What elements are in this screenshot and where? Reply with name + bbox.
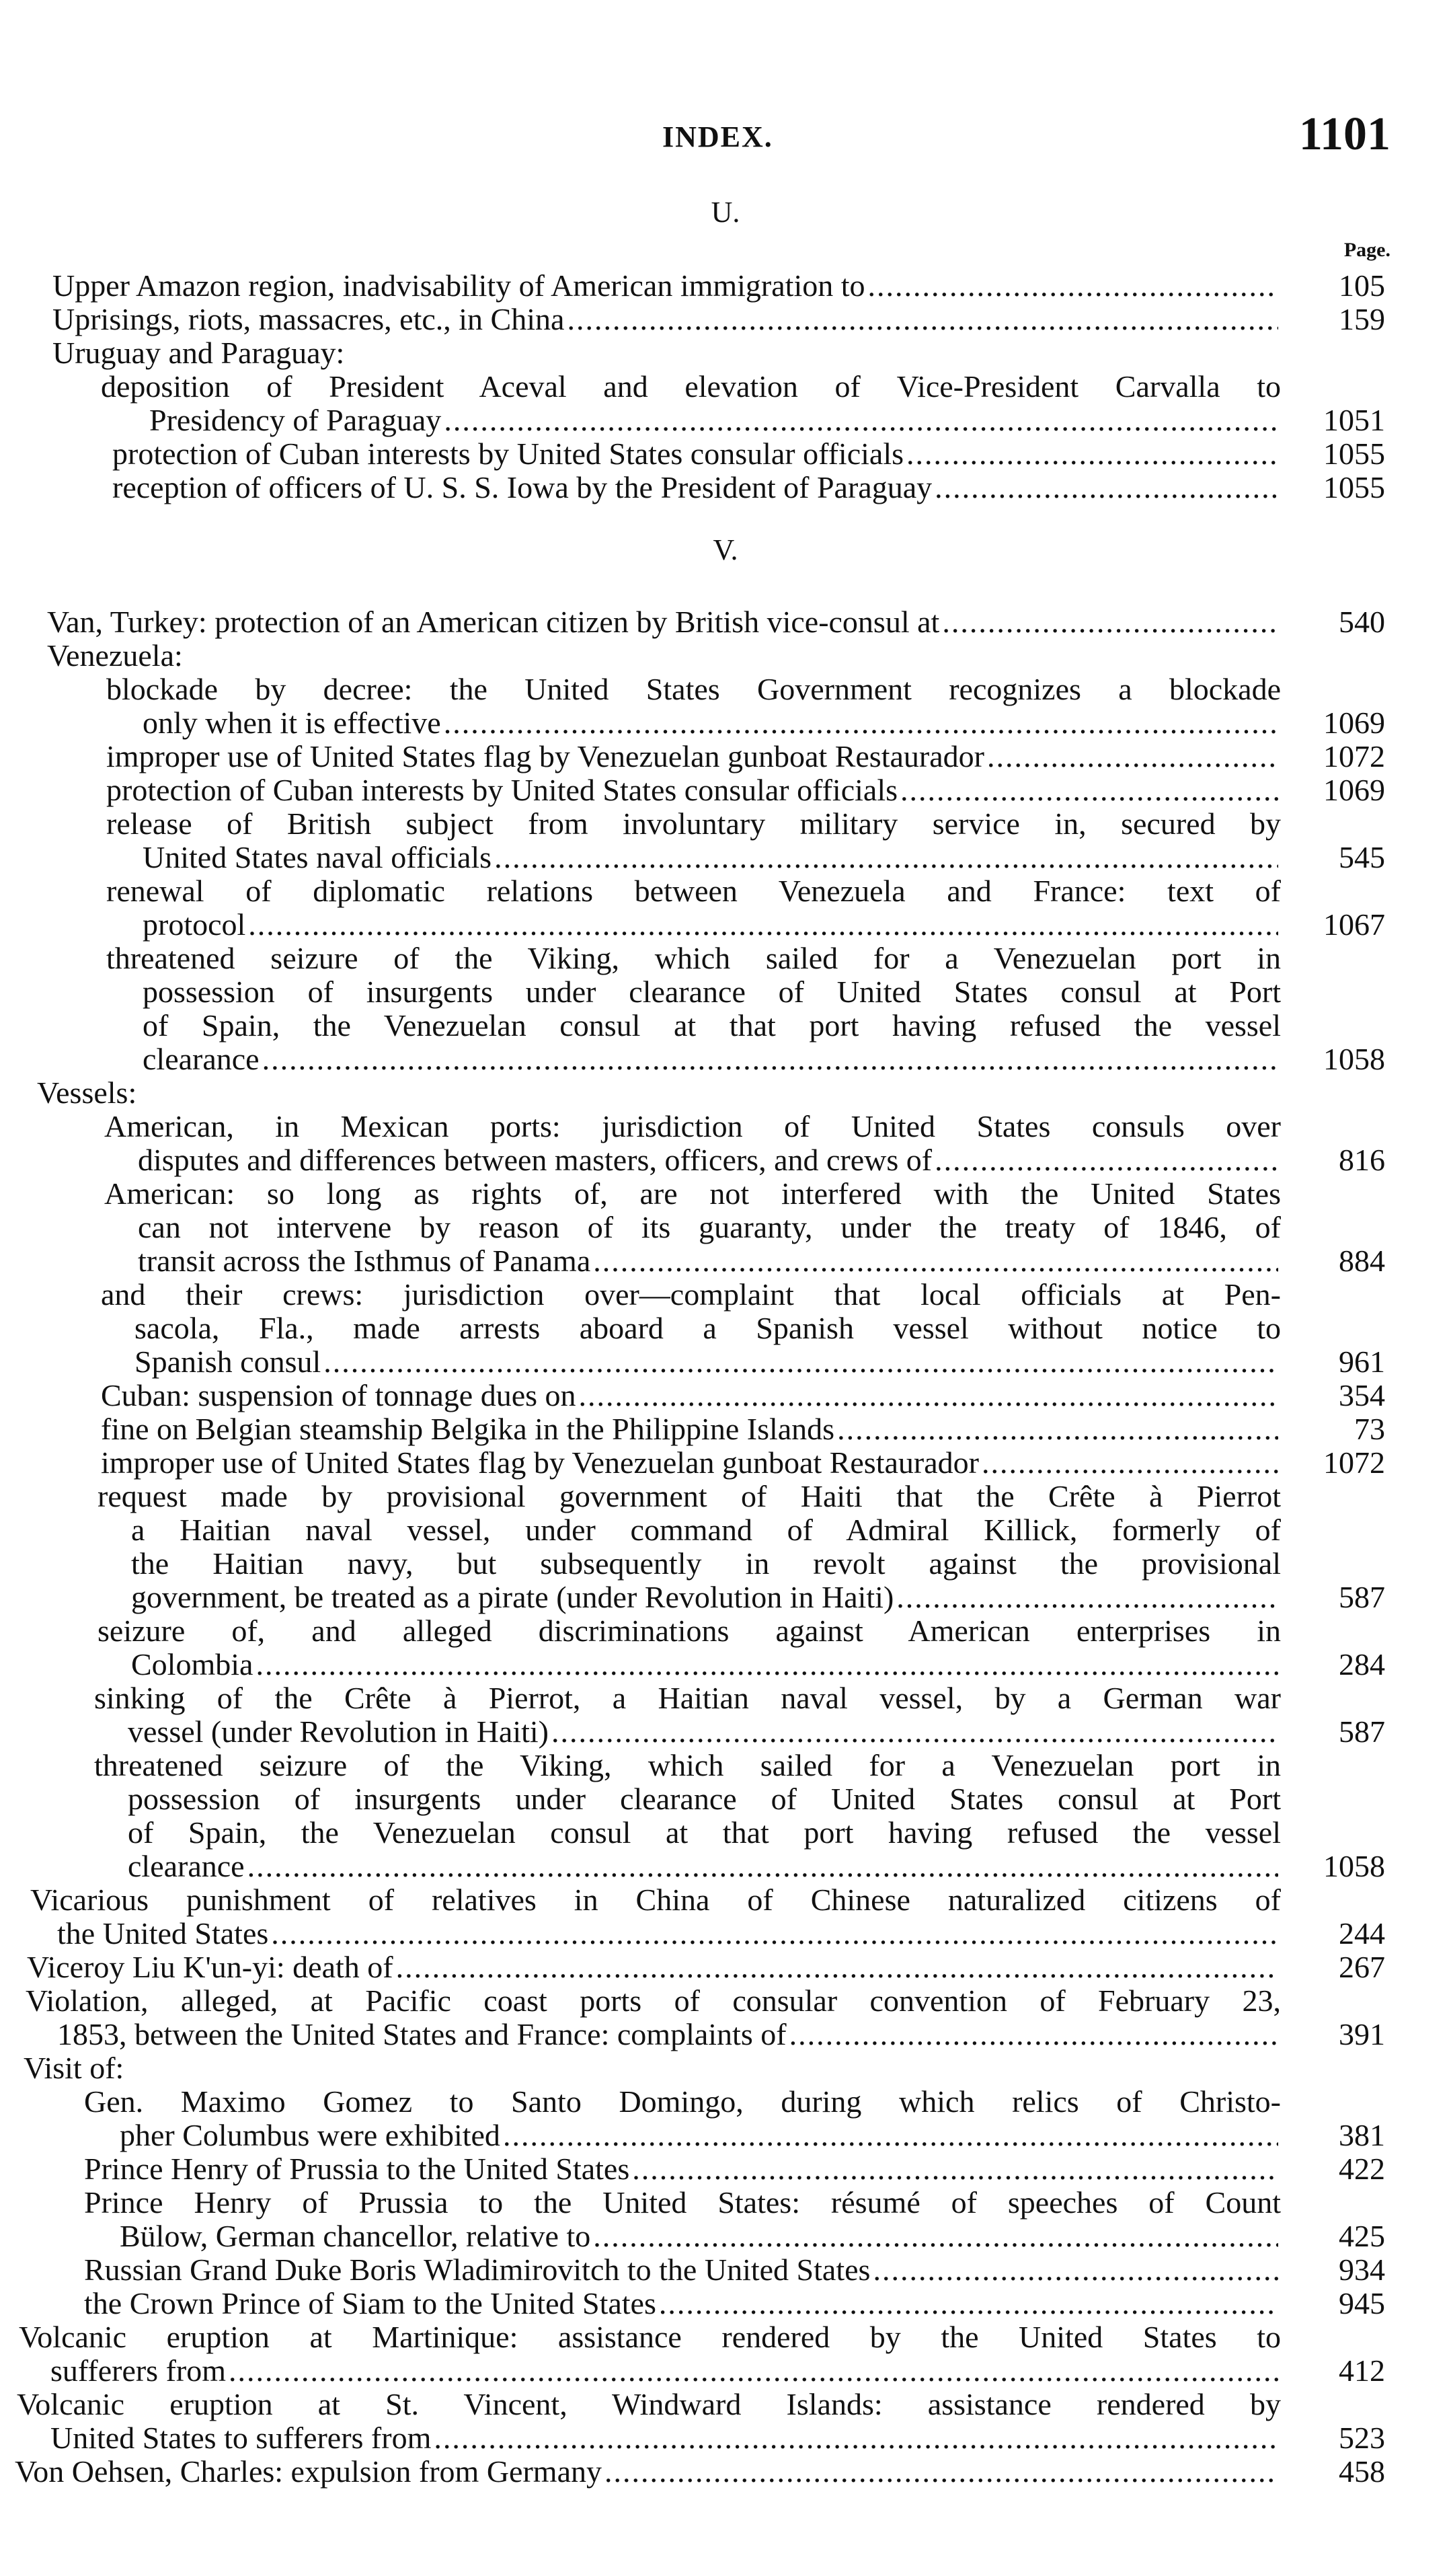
index-entry-line (138, 1143, 1281, 1177)
index-entry-text: deposition of President Aceval and elevation of Vice-President Carvalla to (101, 369, 1281, 404)
index-entry-line (106, 673, 1281, 706)
index-entry-line (131, 1581, 1281, 1614)
index-entry-page: 1058 (1323, 1849, 1385, 1883)
index-entry-line (106, 874, 1281, 908)
index-entry-line (50, 2354, 1281, 2388)
page-column-label: Page. (1343, 239, 1390, 261)
index-entry-text: fine on Belgian steamship Belgika in the Philippine Islands (101, 1412, 835, 1446)
index-entry-line (47, 639, 1281, 673)
index-entry-page: 73 (1354, 1412, 1385, 1446)
index-entry-text: Uruguay and Paraguay: (52, 336, 345, 370)
index-entry-line (104, 1177, 1281, 1211)
index-entry-text: sinking of the Crête à Pierrot, a Haitian naval vessel, by a German war (94, 1681, 1281, 1715)
dot-leader (271, 1917, 1278, 1950)
index-entry-line (101, 370, 1281, 404)
index-entry-page: 422 (1339, 2152, 1385, 2186)
index-entry-page: 391 (1339, 2017, 1385, 2051)
index-entry-page: 1058 (1323, 1042, 1385, 1076)
index-entry-page: 1069 (1323, 773, 1385, 807)
index-entry-text: American, in Mexican ports: jurisdiction of United States consuls over (104, 1109, 1281, 1143)
index-entry-line (101, 1446, 1281, 1480)
index-entry-text: the Crown Prince of Siam to the United States (84, 2286, 656, 2320)
index-entry-line (30, 1883, 1281, 1917)
index-entry-text: 1853, between the United States and France: complaints of (57, 2017, 787, 2051)
section-letter-v: V. (713, 533, 738, 566)
index-entry-text: of Spain, the Venezuelan consul at that port having refused the vessel (128, 1815, 1281, 1850)
index-entry-line (131, 1547, 1281, 1581)
index-entry-page: 587 (1339, 1580, 1385, 1614)
index-entry-text: release of British subject from involuntary military service in, secured by (106, 806, 1281, 841)
index-entry-text: Venezuela: (47, 638, 183, 673)
index-entry-line (52, 336, 1281, 370)
index-entry-page: 1072 (1323, 739, 1385, 773)
dot-leader (896, 1581, 1278, 1614)
index-entry-text: sufferers from (50, 2353, 226, 2388)
index-entry-text: Vessels: (37, 1075, 137, 1110)
dot-leader (987, 740, 1278, 773)
index-entry-page: 545 (1339, 840, 1385, 874)
index-entry-page: 816 (1339, 1143, 1385, 1177)
index-entry-page: 412 (1339, 2353, 1385, 2388)
index-entry-page: 1067 (1323, 907, 1385, 942)
index-entry-line (97, 1614, 1281, 1648)
index-entry-line (101, 1278, 1281, 1312)
index-entry-line (143, 1009, 1281, 1043)
index-entry-text: Visit of: (24, 2051, 124, 2085)
index-entry-line (143, 841, 1281, 874)
index-entry-text: government, be treated as a pirate (under Revolution in Haiti) (131, 1580, 894, 1614)
index-entry-page: 540 (1339, 605, 1385, 639)
dot-leader (604, 2455, 1278, 2489)
index-entry-line (128, 1816, 1281, 1850)
index-entry-text: vessel (under Revolution in Haiti) (128, 1714, 549, 1749)
index-entry-text: a Haitian naval vessel, under command of Admiral Killick, formerly of (131, 1513, 1281, 1547)
page-number: 1101 (1298, 108, 1390, 160)
dot-leader (248, 908, 1278, 942)
index-entry-text: United States naval officials (143, 840, 492, 874)
index-entry-text: American: so long as rights of, are not interfered with the United States (104, 1176, 1281, 1211)
index-entry-page: 523 (1339, 2421, 1385, 2455)
index-entry-page: 1055 (1323, 470, 1385, 504)
dot-leader (256, 1648, 1278, 1681)
index-entry-page: 961 (1339, 1344, 1385, 1379)
index-entry-text: protection of Cuban interests by United States consular officials (106, 773, 898, 807)
dot-leader (593, 1244, 1278, 1278)
index-entry-text: Von Oehsen, Charles: expulsion from Germany (15, 2454, 602, 2489)
page-header (0, 108, 1451, 161)
index-entry-line (120, 2220, 1281, 2253)
index-entry-text: clearance (128, 1849, 245, 1883)
index-entry-line (120, 2119, 1281, 2152)
index-entry-page: 1051 (1323, 403, 1385, 437)
index-entry-text: Spanish consul (134, 1344, 321, 1379)
dot-leader (229, 2354, 1278, 2388)
index-entry-line (84, 2287, 1281, 2320)
index-entry-text: disputes and differences between masters, officers, and crews of (138, 1143, 933, 1177)
index-entry-page: 1072 (1323, 1445, 1385, 1480)
dot-leader (579, 1379, 1278, 1412)
index-entry-line (134, 1312, 1281, 1345)
index-entry-line (26, 1984, 1281, 2018)
dot-leader (837, 1412, 1278, 1446)
index-entry-page: 381 (1339, 2118, 1385, 2152)
dot-leader (434, 2421, 1278, 2455)
index-entry-line (84, 2152, 1281, 2186)
index-entry-text: reception of officers of U. S. S. Iowa by the President of Paraguay (112, 470, 933, 504)
index-entry-text: the Haitian navy, but subsequently in revolt against the provisional (131, 1546, 1281, 1581)
index-entry-line (57, 1917, 1281, 1950)
index-entry-line (104, 1110, 1281, 1143)
index-entry-page: 945 (1339, 2286, 1385, 2320)
index-entry-line (19, 2320, 1281, 2354)
running-title: INDEX. (662, 120, 773, 153)
index-entry-line (97, 1480, 1281, 1513)
index-entry-line (112, 471, 1281, 504)
dot-leader (868, 269, 1278, 303)
dot-leader (396, 1950, 1278, 1984)
index-entry-page: 425 (1339, 2219, 1385, 2253)
index-entry-line (128, 1782, 1281, 1816)
index-entry-line (131, 1513, 1281, 1547)
index-entry-page: 284 (1339, 1647, 1385, 1681)
index-entry-line (47, 605, 1281, 639)
index-entry-text: can not intervene by reason of its guaranty, under the treaty of 1846, of (138, 1210, 1281, 1244)
index-entry-line (143, 706, 1281, 740)
index-entry-line (138, 1244, 1281, 1278)
index-entry-line (94, 1681, 1281, 1715)
index-entry-line (112, 437, 1281, 471)
index-entry-text: request made by provisional government of Haiti that the Crête à Pierrot (97, 1479, 1281, 1513)
index-entry-page: 1055 (1323, 437, 1385, 471)
index-entry-line (24, 2051, 1281, 2085)
index-entry-page: 354 (1339, 1378, 1385, 1412)
index-entry-page: 458 (1339, 2454, 1385, 2489)
index-entry-text: Cuban: suspension of tonnage dues on (101, 1378, 576, 1412)
index-entry-text: Violation, alleged, at Pacific coast ports of consular convention of February 23, (26, 1983, 1281, 2018)
dot-leader (900, 773, 1278, 807)
index-entry-line (143, 1043, 1281, 1076)
index-entry-text: sacola, Fla., made arrests aboard a Spanish vessel without notice to (134, 1311, 1281, 1345)
index-entry-line (101, 1379, 1281, 1412)
dot-leader (789, 2018, 1278, 2051)
dot-leader (935, 471, 1278, 504)
dot-leader (262, 1043, 1278, 1076)
index-entry-page: 587 (1339, 1714, 1385, 1749)
index-entry-line (128, 1850, 1281, 1883)
index-entry-text: Viceroy Liu K'un-yi: death of (27, 1950, 393, 1984)
index-entry-text: of Spain, the Venezuelan consul at that port having refused the vessel (143, 1008, 1281, 1043)
dot-leader (935, 1143, 1278, 1177)
dot-leader (494, 841, 1278, 874)
index-entry-line (138, 1211, 1281, 1244)
index-entry-line (27, 1950, 1281, 1984)
dot-leader (323, 1345, 1278, 1379)
dot-leader (444, 404, 1278, 437)
index-entry-line (106, 740, 1281, 773)
index-entry-line (57, 2018, 1281, 2051)
index-entry-line (149, 404, 1281, 437)
index-entry-text: Van, Turkey: protection of an American citizen by British vice-consul at (47, 605, 940, 639)
index-entry-line (50, 2421, 1281, 2455)
index-entry-page: 159 (1339, 302, 1385, 336)
dot-leader (503, 2119, 1278, 2152)
index-entry-line (106, 773, 1281, 807)
dot-leader (982, 1446, 1278, 1480)
index-entry-text: Russian Grand Duke Boris Wladimirovitch to the United States (84, 2252, 871, 2287)
index-entry-text: improper use of United States flag by Venezuelan gunboat Restaurador (106, 739, 984, 773)
index-entry-line (52, 269, 1281, 303)
dot-leader (593, 2220, 1278, 2253)
index-entry-text: threatened seizure of the Viking, which sailed for a Venezuelan port in (106, 941, 1281, 975)
dot-leader (873, 2253, 1278, 2287)
index-entry-text: Prince Henry of Prussia to the United States: résumé of speeches of Count (84, 2185, 1281, 2220)
section-letter-u: U. (711, 196, 740, 229)
index-entry-text: Vicarious punishment of relatives in China of Chinese naturalized citizens of (30, 1883, 1281, 1917)
index-entry-text: transit across the Isthmus of Panama (138, 1244, 591, 1278)
index-entry-line (143, 975, 1281, 1009)
index-entry-text: Presidency of Paraguay (149, 403, 442, 437)
index-entry-page: 884 (1339, 1244, 1385, 1278)
index-entry-text: protection of Cuban interests by United States consular officials (112, 437, 904, 471)
index-entry-text: threatened seizure of the Viking, which sailed for a Venezuelan port in (94, 1748, 1281, 1782)
dot-leader (659, 2287, 1278, 2320)
index-entry-text: Colombia (131, 1647, 253, 1681)
dot-leader (247, 1850, 1278, 1883)
index-entry-line (52, 303, 1281, 336)
dot-leader (942, 605, 1278, 639)
dot-leader (632, 2152, 1278, 2186)
dot-leader (551, 1715, 1278, 1749)
index-entry-text: renewal of diplomatic relations between Venezuela and France: text of (106, 874, 1281, 908)
index-entry-text: and their crews: jurisdiction over—complaint that local officials at Pen- (101, 1277, 1281, 1312)
index-entry-text: protocol (143, 907, 246, 942)
index-entry-text: Upper Amazon region, inadvisability of American immigration to (52, 268, 865, 303)
index-entry-line (84, 2085, 1281, 2119)
index-entry-text: Prince Henry of Prussia to the United States (84, 2152, 630, 2186)
index-entry-page: 1069 (1323, 706, 1385, 740)
index-entry-line (94, 1749, 1281, 1782)
index-entry-text: Gen. Maximo Gomez to Santo Domingo, during which relics of Christo- (84, 2084, 1281, 2119)
index-entry-text: Bülow, German chancellor, relative to (120, 2219, 591, 2253)
index-entry-text: blockade by decree: the United States Government recognizes a blockade (106, 672, 1281, 706)
index-entry-text: only when it is effective (143, 706, 441, 740)
index-entry-line (17, 2388, 1281, 2421)
index-entry-page: 105 (1339, 268, 1385, 303)
index-entry-text: the United States (57, 1916, 269, 1950)
index-entry-line (37, 1076, 1281, 1110)
index-entry-line (101, 1412, 1281, 1446)
dot-leader (444, 706, 1278, 740)
index-entry-text: Uprisings, riots, massacres, etc., in China (52, 302, 565, 336)
index-entry-line (128, 1715, 1281, 1749)
index-entry-text: Volcanic eruption at Martinique: assistance rendered by the United States to (19, 2320, 1281, 2354)
dot-leader (567, 303, 1278, 336)
dot-leader (906, 437, 1278, 471)
index-entry-line (15, 2455, 1281, 2489)
index-entry-page: 244 (1339, 1916, 1385, 1950)
index-entry-text: improper use of United States flag by Venezuelan gunboat Restaurador (101, 1445, 979, 1480)
index-entry-text: United States to sufferers from (50, 2421, 432, 2455)
index-entry-line (131, 1648, 1281, 1681)
index-entry-text: clearance (143, 1042, 260, 1076)
index-entry-line (84, 2253, 1281, 2287)
index-entry-line (143, 908, 1281, 942)
index-entry-line (106, 807, 1281, 841)
index-entry-text: possession of insurgents under clearance of United States consul at Port (128, 1782, 1281, 1816)
index-entry-text: pher Columbus were exhibited (120, 2118, 500, 2152)
index-entry-page: 934 (1339, 2252, 1385, 2287)
index-entry-line (84, 2186, 1281, 2220)
index-entry-line (106, 942, 1281, 975)
index-entry-text: possession of insurgents under clearance of United States consul at Port (143, 975, 1281, 1009)
index-entry-text: Volcanic eruption at St. Vincent, Windward Islands: assistance rendered by (17, 2387, 1281, 2421)
index-entry-line (134, 1345, 1281, 1379)
index-entry-text: seizure of, and alleged discriminations against American enterprises in (97, 1614, 1281, 1648)
index-entry-page: 267 (1339, 1950, 1385, 1984)
